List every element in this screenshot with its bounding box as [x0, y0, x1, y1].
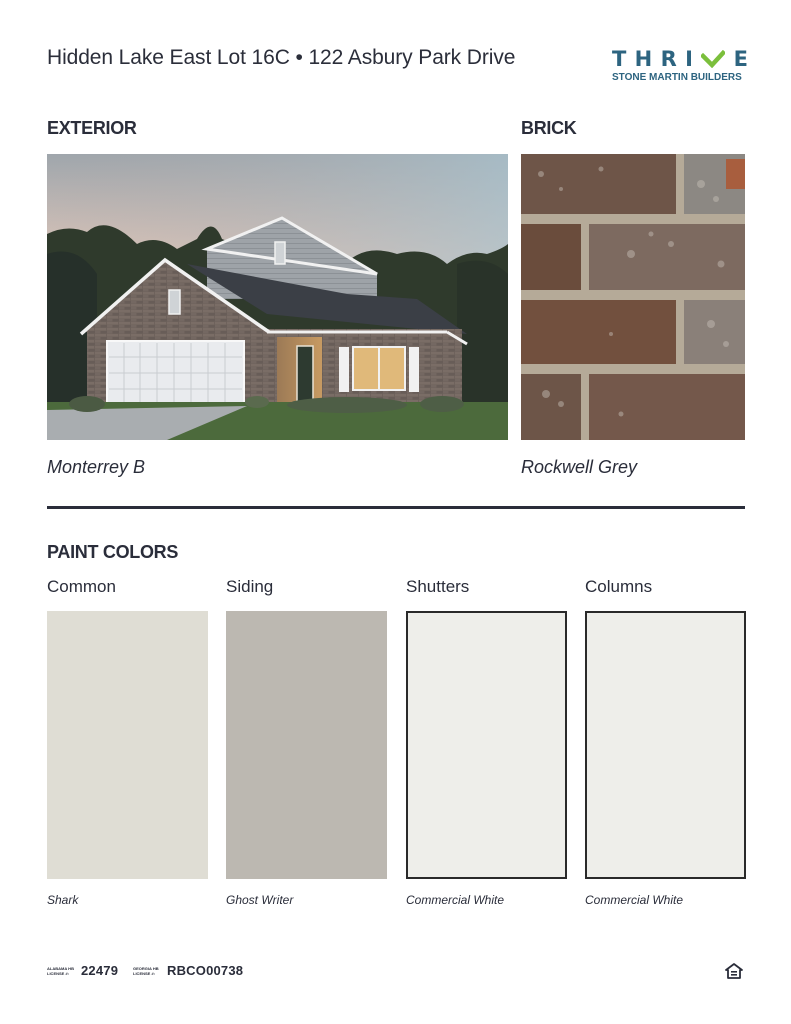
license-label [133, 966, 161, 976]
license-number: RBCO00738 [167, 963, 244, 978]
color-swatch [47, 611, 208, 879]
model-name: Monterrey B [47, 457, 146, 477]
logo-letter: H [634, 47, 653, 71]
alabama-license [47, 963, 118, 978]
logo-letter: I [685, 47, 693, 71]
license-label-line: LICENSE #: [47, 970, 70, 976]
thrive-logo [612, 48, 748, 83]
paint-name: Ghost Writer [226, 893, 294, 907]
paint-swatch-columns [585, 577, 746, 907]
georgia-license [133, 963, 243, 978]
paint-colors-heading: PAINT COLORS [47, 542, 179, 562]
logo-letter: R [660, 47, 677, 71]
house-rendering-image [47, 154, 508, 440]
paint-category: Siding [226, 577, 274, 596]
exterior-heading: EXTERIOR [47, 118, 137, 138]
brick-name: Rockwell Grey [521, 457, 638, 477]
license-label-line: ALABAMA HB [47, 965, 74, 971]
paint-category: Common [47, 577, 116, 596]
color-swatch [585, 611, 746, 879]
brick-heading: BRICK [521, 118, 577, 138]
paint-category: Columns [585, 577, 653, 596]
color-swatch [226, 611, 387, 879]
section-divider [47, 506, 745, 509]
brick-sample-image [521, 154, 745, 440]
paint-swatch-siding [226, 577, 387, 907]
paint-name: Shark [47, 893, 79, 907]
paint-name: Commercial White [585, 893, 684, 907]
checkmark-icon [701, 50, 725, 68]
logo-letter: E [733, 47, 748, 71]
page-title: Hidden Lake East Lot 16C • 122 Asbury Park Drive [47, 46, 516, 69]
color-swatch [406, 611, 567, 879]
paint-swatch-shutters [406, 577, 567, 907]
license-label-line: LICENSE #: [133, 970, 156, 976]
license-label-line: GEORGIA HB [133, 965, 159, 971]
paint-name: Commercial White [406, 893, 505, 907]
equal-housing-icon [725, 963, 743, 979]
logo-letter: T [612, 47, 627, 71]
paint-category: Shutters [406, 577, 470, 596]
license-number: 22479 [81, 963, 119, 978]
paint-swatch-common [47, 577, 208, 907]
license-label [47, 966, 75, 976]
logo-wordmark [612, 48, 748, 70]
logo-subtitle: STONE MARTIN BUILDERS [612, 72, 742, 83]
